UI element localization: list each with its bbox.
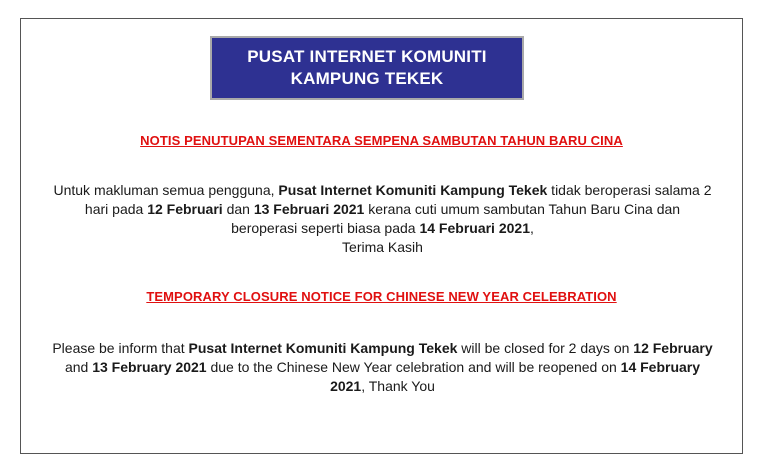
malay-date-3: 14 Februari 2021 [419, 220, 530, 236]
english-text-3: and [64, 359, 93, 375]
banner-line-2: KAMPUNG TEKEK [290, 69, 444, 88]
english-notice-body [51, 339, 714, 396]
malay-date-1: 12 Februari [147, 201, 223, 217]
english-notice-heading: TEMPORARY CLOSURE NOTICE FOR CHINESE NEW YEAR CELEBRATION [146, 289, 617, 304]
title-banner [210, 36, 524, 100]
malay-text-5: , [529, 220, 534, 236]
english-text-5: , Thank You [361, 378, 435, 394]
banner-line-1: PUSAT INTERNET KOMUNITI [247, 47, 487, 66]
malay-closing: Terima Kasih [342, 239, 423, 255]
english-text-4: due to the Chinese New Year celebration and will be reopened on [206, 359, 621, 375]
english-date-1: 12 February [633, 340, 713, 356]
malay-text-2: tidak beroperasi salama 2 hari pada [84, 182, 712, 217]
malay-notice-body [51, 181, 714, 257]
english-text-1: Please be inform that [52, 340, 189, 356]
malay-text-1: Untuk makluman semua pengguna, [53, 182, 279, 198]
malay-date-2: 13 Februari 2021 [253, 201, 365, 217]
malay-centre-name: Pusat Internet Komuniti Kampung Tekek [278, 182, 548, 198]
notice-frame [20, 18, 743, 454]
english-date-2: 13 February 2021 [92, 359, 207, 375]
malay-notice-heading: NOTIS PENUTUPAN SEMENTARA SEMPENA SAMBUTAN TAHUN BARU CINA [140, 133, 623, 148]
english-date-3: 14 February 2021 [330, 359, 701, 394]
malay-text-3: dan [222, 201, 254, 217]
english-text-2: will be closed for 2 days on [457, 340, 634, 356]
english-centre-name: Pusat Internet Komuniti Kampung Tekek [188, 340, 458, 356]
malay-text-4: kerana cuti umum sambutan Tahun Baru Cina dan beroperasi seperti biasa pada [231, 201, 681, 236]
